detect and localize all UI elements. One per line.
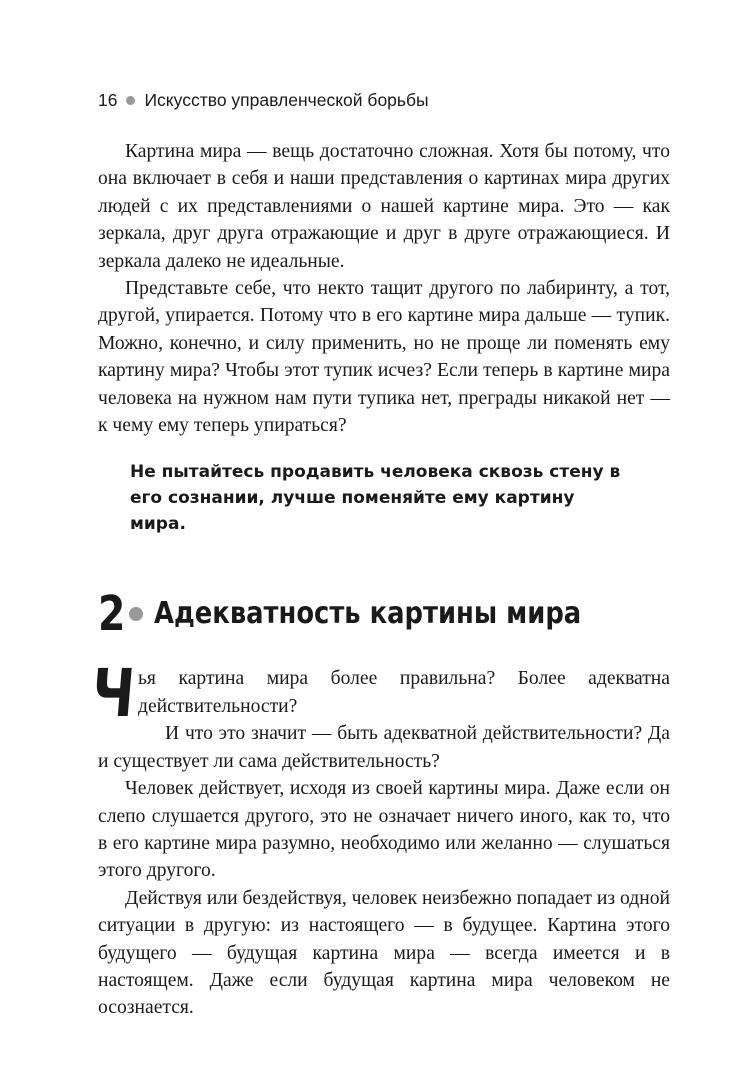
- book-page: [88, 88, 670, 1022]
- paragraph: Картина мира — вещь достаточно сложная. Хотя бы потому, что она включает в себя и наши представления о картинах мира других людей с их представлениями о нашей картине мира. Это — как зеркала, друг друга отражающие и друг в друге отражающиеся. И зеркала далеко не идеальные.: [98, 141, 670, 272]
- paragraph-text: ья картина мира более правильна? Более адекватна действительности?: [138, 668, 670, 717]
- section-2-text: [88, 655, 670, 1021]
- bullet-icon: [129, 607, 143, 621]
- paragraph: Человек действует, исходя из своей картины мира. Даже если он слепо слушается другого, это не означает ничего иного, как то, что в его картине мира разумно, необходимо или желанно — слушаться этого другого.: [98, 778, 670, 882]
- page-number: 16: [98, 90, 118, 110]
- paragraph: [88, 655, 670, 733]
- section-1-text: [98, 138, 670, 439]
- paragraph: Представьте себе, что некто тащит другого по лабиринту, а тот, другой, упирается. Потому что в его картине мира дальше — тупик. Можно, конечно, и силу применить, но не проще ли поменять ему картину мира? Чтобы этот тупик исчез? Если теперь в картине мира человека на нужном нам пути тупика нет, преграды никакой нет — к чему ему теперь упираться?: [98, 278, 670, 437]
- chapter-heading: [98, 586, 670, 643]
- chapter-title: Адекватность картины мира: [154, 596, 582, 632]
- paragraph: Действуя или бездействуя, человек неизбежно попадает из одной ситуации в другую: из настоящего — в будущее. Картина этого будущего — будущая картина мира — всегда имеется и в настоящем. Даже если будущая картина мира человеком не осознается.: [98, 887, 670, 1019]
- book-title: Искусство управленческой борьбы: [144, 90, 429, 110]
- paragraph: И что это значит — быть адекватной действительности? Да и существует ли сама действительность?: [98, 723, 670, 772]
- drop-cap: Ч: [88, 655, 138, 733]
- bullet-icon: [126, 96, 135, 105]
- running-header: [98, 88, 670, 112]
- chapter-number: 2: [98, 586, 126, 643]
- highlighted-callout: Не пытайтесь продавить человека сквозь стену в его сознании, лучше поменяйте ему картину мира.: [130, 462, 621, 535]
